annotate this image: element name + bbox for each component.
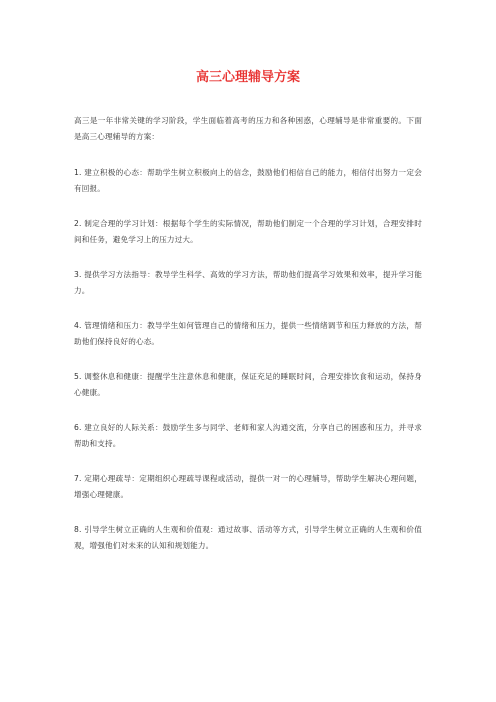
list-item-3: 3. 提供学习方法指导：教导学生科学、高效的学习方法，帮助他们提高学习效果和效率，提升学习能力。	[74, 270, 422, 295]
intro-paragraph: 高三是一年非常关键的学习阶段，学生面临着高考的压力和各种困惑，心理辅导是非常重要的。下面是高三心理辅导的方案：	[74, 116, 422, 141]
document-title: 高三心理辅导方案	[195, 70, 300, 85]
list-item-8: 8. 引导学生树立正确的人生观和价值观：通过故事、活动等方式，引导学生树立正确的人生观和价值观，增强他们对未来的认知和规划能力。	[74, 525, 422, 550]
document-body	[74, 113, 422, 573]
list-item-1: 1. 建立积极的心态：帮助学生树立积极向上的信念，鼓励他们相信自己的能力，相信付出努力一定会有回报。	[74, 168, 422, 193]
list-item-2: 2. 制定合理的学习计划：根据每个学生的实际情况，帮助他们制定一个合理的学习计划，合理安排时间和任务，避免学习上的压力过大。	[74, 219, 422, 244]
list-item-4: 4. 管理情绪和压力：教导学生如何管理自己的情绪和压力，提供一些情绪调节和压力释放的方法，帮助他们保持良好的心态。	[74, 321, 422, 346]
list-item-7: 7. 定期心理疏导：定期组织心理疏导课程或活动，提供一对一的心理辅导，帮助学生解决心理问题，增强心理健康。	[74, 474, 422, 499]
list-item-5: 5. 调整休息和健康：提醒学生注意休息和健康，保证充足的睡眠时间，合理安排饮食和运动，保持身心健康。	[74, 372, 422, 397]
list-item-6: 6. 建立良好的人际关系：鼓励学生多与同学、老师和家人沟通交流，分享自己的困惑和压力，并寻求帮助和支持。	[74, 423, 422, 448]
